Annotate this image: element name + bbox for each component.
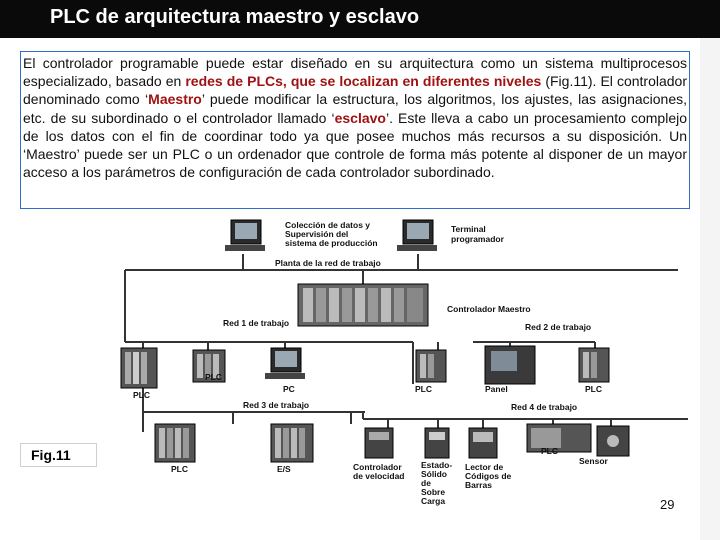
slide-title: PLC de arquitectura maestro y esclavo — [50, 6, 420, 28]
page-edge — [700, 0, 720, 540]
page-number: 29 — [660, 497, 675, 512]
figure-caption: Fig.11 — [20, 443, 97, 467]
sensor-icon — [597, 426, 629, 456]
diagram-label: PC — [283, 384, 295, 394]
diagram-label: Red 4 de trabajo — [511, 402, 578, 412]
network-lines — [125, 254, 688, 432]
diagram-label: sistema de producción — [285, 238, 378, 248]
network-diagram-svg — [113, 214, 690, 522]
text-box — [20, 51, 690, 209]
io-module-icon — [271, 424, 313, 462]
diagram-label: Colección de datos y — [285, 220, 371, 230]
para-highlight-esclavo: esclavo — [334, 109, 386, 126]
diagram-label: PLC — [133, 390, 150, 400]
plc-icon — [579, 348, 609, 382]
computer-icon — [397, 220, 437, 251]
diagram-label: Terminal — [451, 224, 486, 234]
network-diagram — [113, 214, 690, 522]
diagram-label: programador — [451, 234, 504, 244]
plc-icon — [121, 348, 157, 388]
computer-icon — [265, 348, 305, 379]
plc-icon — [527, 424, 591, 452]
diagram-label: Barras — [465, 480, 492, 490]
title-bar — [0, 0, 720, 38]
diagram-label: Red 3 de trabajo — [243, 400, 310, 410]
solid-state-overload-icon — [425, 428, 449, 458]
plc-icon — [416, 350, 446, 382]
para-highlight: redes de PLCs, que se localizan en diferentes niveles — [185, 73, 542, 90]
para-highlight-maestro: Maestro — [148, 91, 202, 108]
diagram-label: E/S — [277, 464, 291, 474]
body-paragraph — [23, 54, 687, 181]
diagram-label: PLC — [171, 464, 188, 474]
para-text: ’. Este lleva a cabo un procesamiento complejo de los datos con el fin de coordinar todo ya que posee muchos más recursos a su disposición. Un ‘Maestro’ puede ser un PLC o un ordenador que controle de forma más potente al disponer de un mayor acceso a los parámetros de configuración de cada controlador subordinado. — [23, 109, 687, 181]
diagram-label: PLC — [585, 384, 602, 394]
diagram-label: Estado- — [421, 460, 453, 470]
diagram-label: Sensor — [579, 456, 608, 466]
diagram-label: Carga — [421, 496, 446, 506]
diagram-label: Códigos de — [465, 471, 512, 481]
diagram-label: Sobre — [421, 487, 446, 497]
diagram-label: Supervisión del — [285, 229, 349, 239]
diagram-label: Controlador Maestro — [447, 304, 531, 314]
diagram-label: PLC — [415, 384, 432, 394]
para-text: (Fig.11). El controlador denominado como ‘ — [23, 73, 687, 108]
para-text: ’ puede modificar la estructura, los algoritmos, los ajustes, las asignaciones, etc. de su subordinado o el controlador llamado ‘ — [23, 91, 688, 126]
speed-controller-icon — [365, 428, 393, 458]
diagram-label: Planta de la red de trabajo — [275, 258, 381, 268]
diagram-label: de velocidad — [353, 471, 405, 481]
diagram-label: Red 1 de trabajo — [223, 318, 290, 328]
panel-icon — [485, 346, 535, 384]
barcode-reader-icon — [469, 428, 497, 458]
master-controller-icon — [298, 284, 428, 326]
diagram-label: de — [421, 478, 431, 488]
computer-icon — [225, 220, 265, 251]
diagram-label: Lector de — [465, 462, 504, 472]
diagram-label: Panel — [485, 384, 508, 394]
plc-icon — [155, 424, 195, 462]
diagram-label: Sólido — [421, 469, 447, 479]
diagram-label: PLC — [541, 446, 558, 456]
diagram-label: Red 2 de trabajo — [525, 322, 592, 332]
diagram-label: Controlador — [353, 462, 402, 472]
para-text: El controlador programable puede estar diseñado en su arquitectura como un sistema multiprocesos especializado, basado en — [23, 55, 687, 90]
diagram-label: PLC — [205, 372, 222, 382]
